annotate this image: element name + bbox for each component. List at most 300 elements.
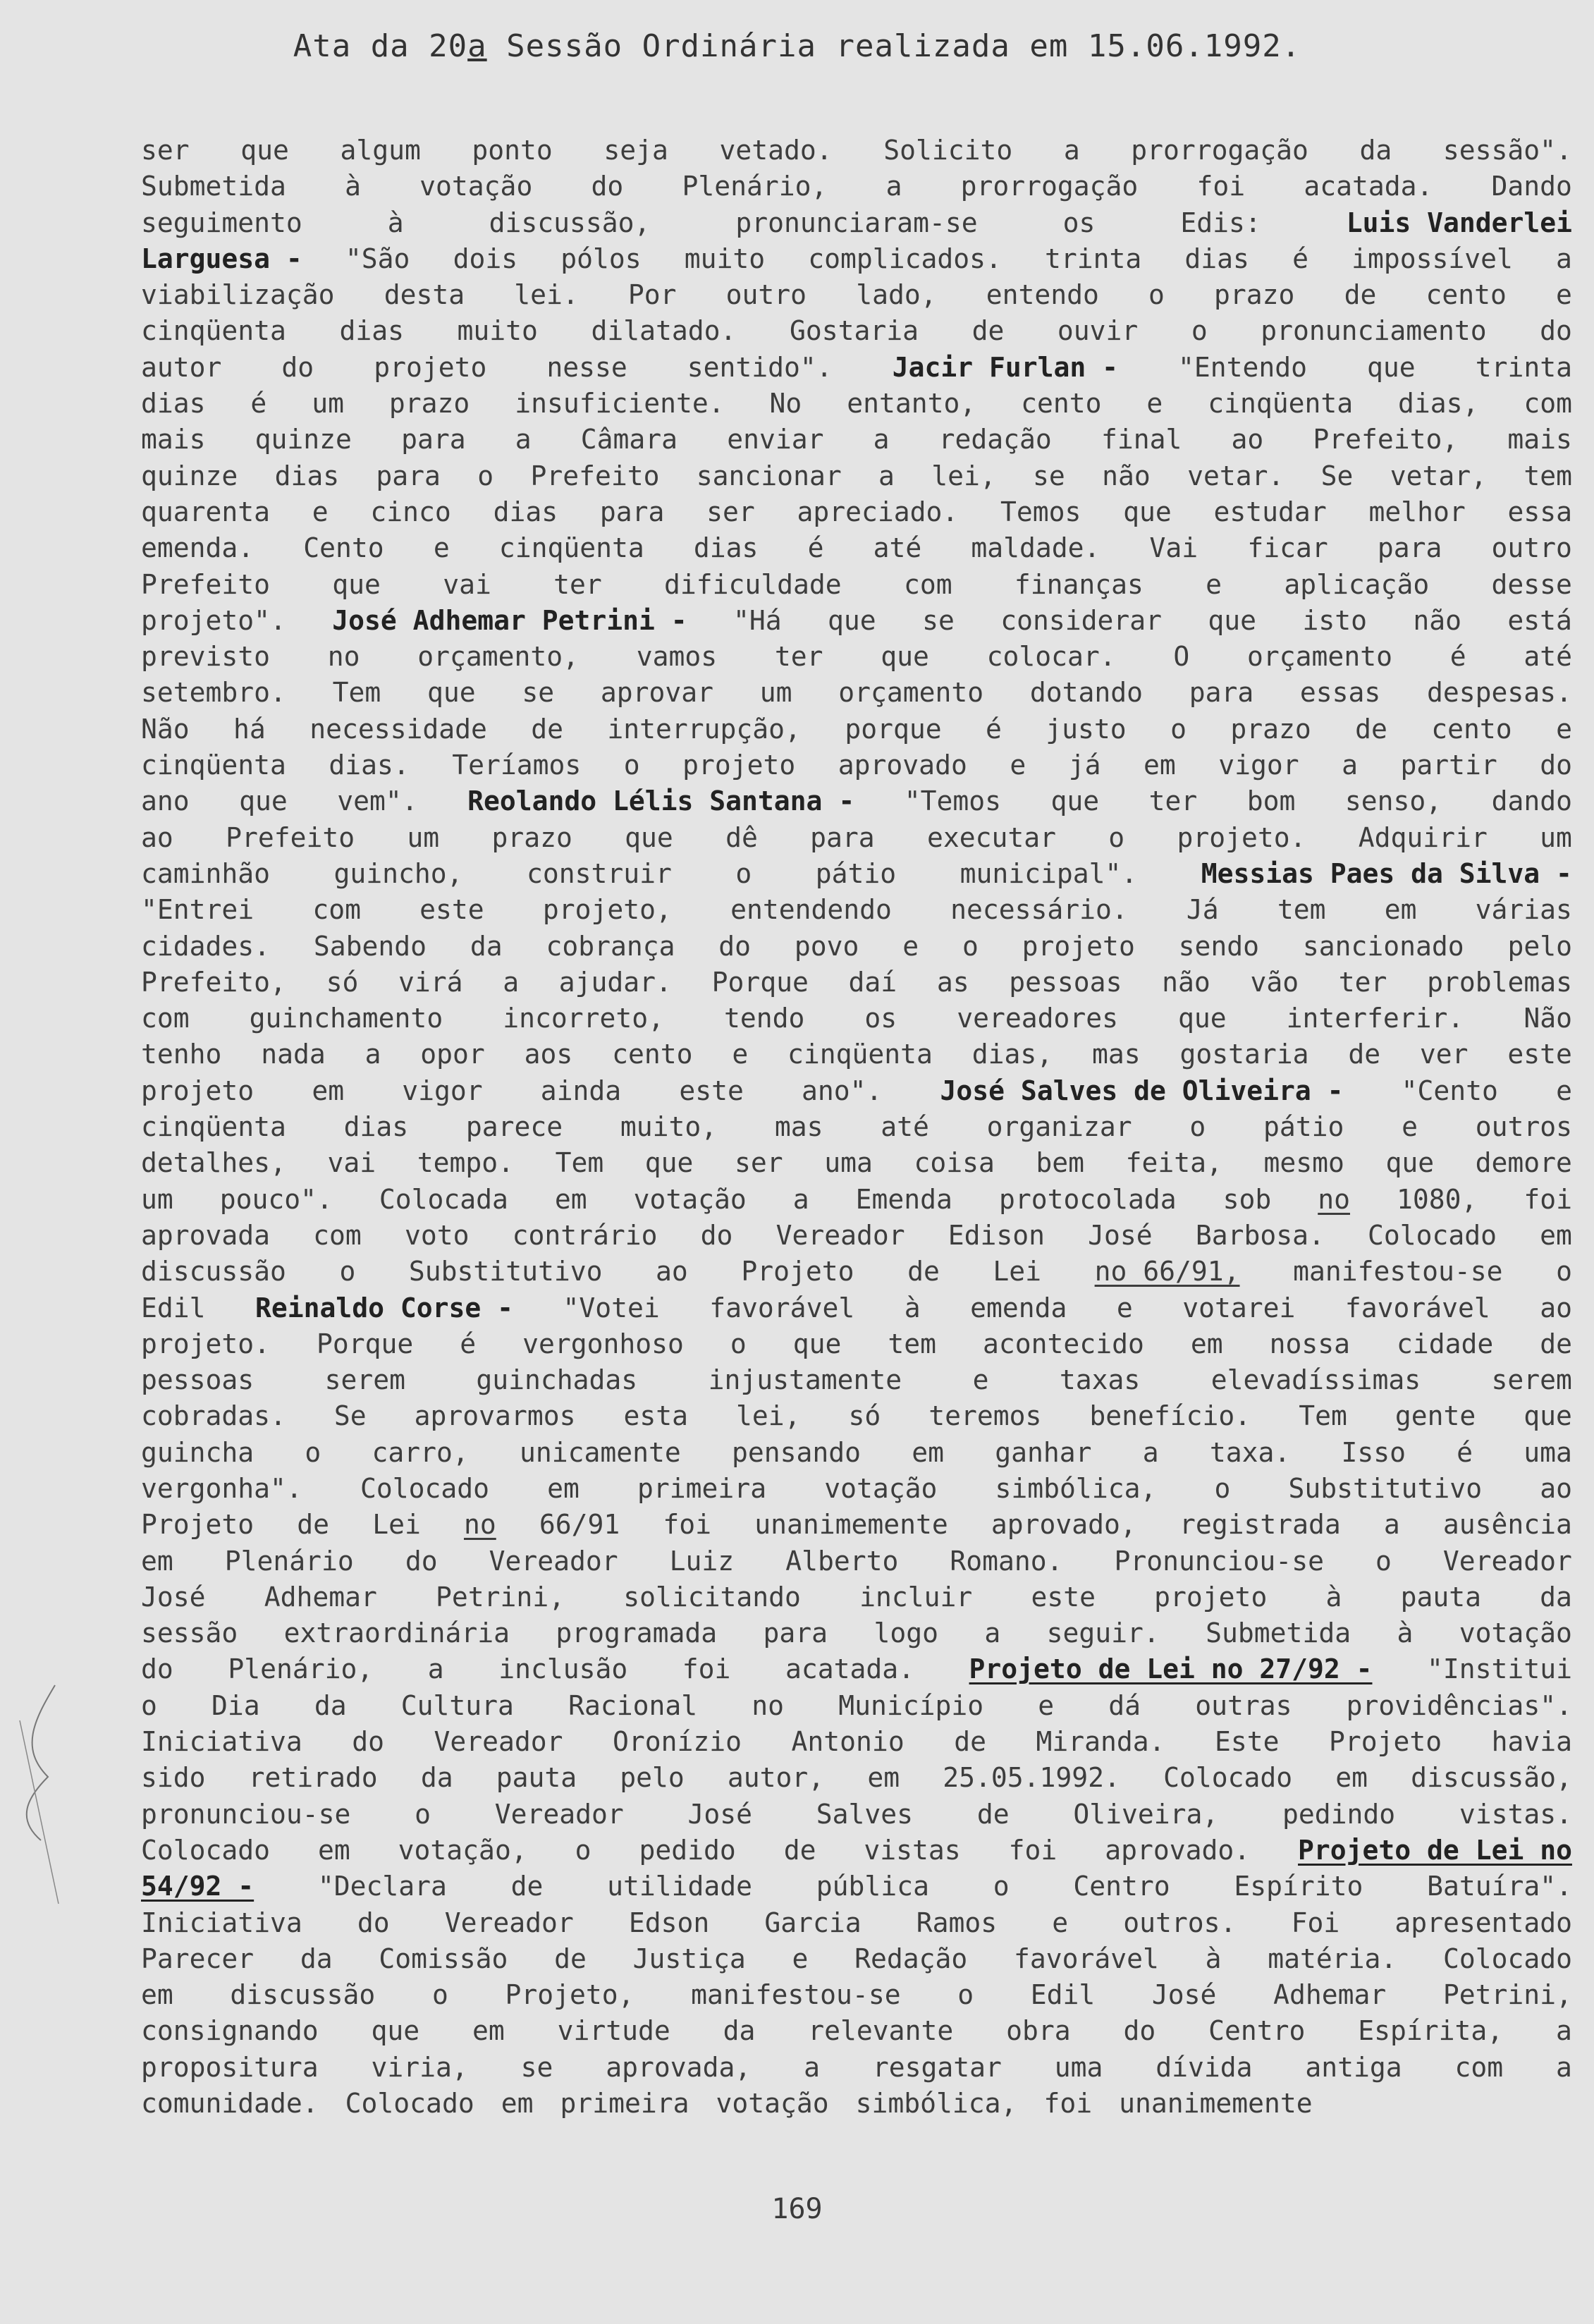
word: Porque (317, 1328, 414, 1359)
word: Luiz (669, 1545, 735, 1577)
word: prazo (1214, 279, 1295, 311)
word: Pronunciou-se (1114, 1545, 1324, 1577)
word: ponto (472, 135, 553, 166)
speaker-name: Projeto de Lei no (1298, 1834, 1572, 1866)
word: cinqüenta (787, 1039, 933, 1070)
word: o (1108, 821, 1125, 853)
word: "Entrei (141, 894, 255, 926)
word: vistas. (1459, 1798, 1572, 1830)
word: Substitutivo (408, 1256, 603, 1288)
word: "São (345, 243, 410, 274)
word: de (554, 1943, 587, 1974)
word: Projeto (141, 1509, 255, 1541)
word: dotando (1029, 677, 1143, 709)
word: tem (1524, 460, 1572, 491)
word: o (957, 1979, 974, 2011)
word: partir (1400, 750, 1497, 781)
word: pátio (1263, 1111, 1344, 1143)
word: Teríamos (452, 750, 582, 781)
title-suffix: Sessão Ordinária realizada em 15.06.1992. (486, 28, 1301, 64)
text-line (141, 929, 1572, 965)
word: dias. (329, 750, 410, 781)
word: Este (1214, 1726, 1280, 1758)
word: votação, (398, 1834, 527, 1866)
word: ao (141, 821, 173, 853)
word: discussão, (1411, 1762, 1572, 1794)
word: relevante (808, 2015, 954, 2047)
word: emenda. (141, 532, 255, 564)
text-line (141, 1182, 1572, 1218)
word: em (1143, 750, 1176, 781)
word: guincha (141, 1436, 255, 1468)
word: considerar (1000, 604, 1163, 636)
word: que (1123, 496, 1172, 527)
word: com (313, 1219, 362, 1251)
word: muito, (620, 1111, 718, 1143)
word: Batuíra". (1427, 1871, 1572, 1902)
word: sob (1222, 1183, 1272, 1215)
word: cento (1426, 279, 1507, 311)
word: cento (1021, 388, 1102, 420)
word: ter (553, 568, 602, 600)
word: foi (682, 1653, 731, 1685)
word: essas (1299, 677, 1381, 709)
word: bem (1036, 1147, 1085, 1179)
word: vigor (402, 1075, 483, 1106)
word: o (962, 930, 979, 962)
word: extraordinária (283, 1617, 510, 1649)
word: Adhemar (1273, 1979, 1387, 2011)
word: que (427, 677, 476, 709)
word: viria, (371, 2051, 468, 2083)
word: em (312, 1075, 345, 1106)
word: Câmara (580, 424, 678, 455)
speaker-name: 54/92 - (141, 1871, 255, 1902)
word: de (1540, 1328, 1572, 1359)
word: complicados. (808, 243, 1002, 274)
word: Dia (211, 1689, 260, 1721)
word: gente (1394, 1400, 1476, 1432)
word: aprovado (838, 750, 967, 781)
text-line (141, 1543, 1572, 1579)
text-line (141, 1724, 1572, 1760)
word: um (312, 388, 344, 420)
word: dias, (971, 1039, 1053, 1070)
word: Vereador (494, 1798, 624, 1830)
word: virtude (557, 2015, 670, 2047)
word: e (1556, 1075, 1572, 1106)
word: prazo (1230, 713, 1311, 745)
word: em (141, 1545, 173, 1577)
text-line (141, 1869, 1572, 1904)
word: bom (1246, 785, 1296, 817)
word: várias (1475, 894, 1572, 926)
word: dias, (1398, 388, 1479, 420)
word: Foi (1291, 1907, 1340, 1938)
speaker-name: José Adhemar Petrini - (332, 604, 687, 636)
word: para (810, 821, 875, 853)
word: ano (141, 785, 190, 817)
word: Se (333, 1400, 367, 1432)
word: do (591, 171, 624, 202)
word: para (401, 424, 466, 455)
word: Espírito (1234, 1871, 1363, 1902)
word: sessão (141, 1617, 238, 1649)
word: do (352, 1726, 385, 1758)
word: unanimemente (754, 1509, 948, 1541)
word: ter (1338, 966, 1387, 998)
word: à (1325, 1581, 1342, 1613)
word: Prefeito (226, 821, 355, 853)
word: aprovado, (991, 1509, 1136, 1541)
word: "Entendo (1178, 351, 1308, 383)
word: e (1556, 279, 1572, 311)
word: voto (404, 1219, 470, 1251)
word: ausência (1442, 1509, 1572, 1541)
word: ao (1540, 1292, 1572, 1323)
word: que (240, 135, 289, 166)
word: o (415, 1798, 431, 1830)
word: dá (1108, 1689, 1141, 1721)
title-ordinal: a (467, 28, 487, 64)
word: inclusão (498, 1653, 628, 1685)
word: pensando (731, 1436, 862, 1468)
word: vai (327, 1147, 376, 1179)
word: Colocado (1367, 1219, 1497, 1251)
word: retirado (248, 1762, 378, 1794)
word: pólos (560, 243, 642, 274)
word: Já (1186, 894, 1219, 926)
word: as (936, 966, 969, 998)
word: Ramos (916, 1907, 998, 1938)
word: de (510, 1871, 544, 1902)
word: registrada (1179, 1509, 1341, 1541)
word: seja (603, 135, 668, 166)
word: caminhão (141, 857, 271, 889)
word: isto (1302, 604, 1367, 636)
word: quarenta (141, 496, 271, 527)
word: desta (384, 279, 465, 311)
word: Prefeito (141, 568, 271, 600)
word: utilidade (607, 1871, 753, 1902)
word: dias (141, 388, 206, 420)
text-line (141, 1073, 1572, 1109)
word: cento (1431, 713, 1512, 745)
text-line (141, 1109, 1572, 1145)
word: sessão". (1442, 135, 1572, 166)
word: e (902, 930, 919, 962)
word: do (700, 1219, 733, 1251)
word: de (531, 713, 564, 745)
word: José (141, 1581, 206, 1613)
word: comunidade. (141, 2088, 319, 2120)
word: Submetida (141, 171, 286, 202)
word: para (599, 496, 665, 527)
word: vamos (636, 641, 718, 673)
text-line (141, 494, 1572, 530)
text-line (141, 458, 1572, 494)
word: em (554, 1183, 587, 1215)
word: protocolada (998, 1183, 1177, 1215)
word: daí (848, 966, 897, 998)
word: é (250, 388, 267, 420)
word: do (281, 351, 314, 383)
word: resgatar (872, 2051, 1002, 2083)
word: mas (774, 1111, 823, 1143)
word: só (326, 966, 359, 998)
word: discussão (141, 1256, 286, 1288)
text-line (141, 1326, 1572, 1362)
word: Colocado (141, 1834, 271, 1866)
word: apreciado. (797, 496, 959, 527)
word: lei. (514, 279, 579, 311)
word: construir (527, 857, 672, 889)
word: um (407, 821, 440, 853)
word: no 66/91, (1094, 1256, 1240, 1288)
text-line (141, 1797, 1572, 1833)
word: o (1170, 713, 1187, 745)
word: sido (141, 1762, 206, 1794)
word: projeto. (1177, 821, 1306, 853)
word: municipal". (960, 857, 1138, 889)
word: ouvir (1057, 315, 1139, 347)
word: em (867, 1762, 900, 1794)
word: no (752, 1689, 785, 1721)
word: em (472, 2015, 505, 2047)
word: e (1010, 750, 1026, 781)
text-line (141, 386, 1572, 422)
word: em (547, 1472, 580, 1504)
word: senso, (1344, 785, 1442, 817)
text-line (141, 1760, 1572, 1796)
word: o (575, 1834, 591, 1866)
word: do (141, 1653, 173, 1685)
word: e (1146, 388, 1163, 420)
word: "Há (733, 604, 782, 636)
text-line (141, 965, 1572, 1001)
word: foi (1524, 1183, 1572, 1215)
word: Adquirir (1358, 821, 1488, 853)
word: Justiça (632, 1943, 746, 1974)
word: tendo (724, 1003, 805, 1034)
word: necessário. (950, 894, 1128, 926)
word: Espírita, (1358, 2015, 1504, 2047)
word: acatada. (785, 1653, 914, 1685)
word: Oliveira, (1073, 1798, 1219, 1830)
word: trinta (1044, 243, 1142, 274)
word: em (141, 1979, 173, 2011)
word: de (954, 1726, 986, 1758)
word: Salves (816, 1798, 914, 1830)
word: vem". (337, 785, 418, 817)
text-line (141, 1688, 1572, 1724)
word: Comissão (379, 1943, 508, 1974)
word: aprovar (600, 677, 713, 709)
word: ano". (802, 1075, 883, 1106)
word: Não (1524, 1003, 1572, 1034)
word: Petrini, (1442, 1979, 1572, 2011)
word: setembro. (141, 677, 286, 709)
word: desse (1491, 568, 1572, 600)
word: do (718, 930, 752, 962)
word: mais (141, 424, 206, 455)
word: uma (1054, 2051, 1103, 2083)
word: votação (1459, 1617, 1572, 1649)
word: estudar (1213, 496, 1327, 527)
text-line (141, 1435, 1572, 1471)
word: primeira (637, 1472, 767, 1504)
word: prazo (388, 388, 470, 420)
word: nesse (546, 351, 627, 383)
word: entanto, (847, 388, 976, 420)
word: Por (627, 279, 677, 311)
word: do (1540, 750, 1572, 781)
word: acatada. (1304, 171, 1433, 202)
word: Gostaria (789, 315, 919, 347)
word: consignando (141, 2015, 319, 2047)
word: Vereador (434, 1726, 563, 1758)
word: e (1206, 568, 1222, 600)
word: com (903, 568, 952, 600)
text-line (141, 277, 1572, 313)
word: a (515, 424, 532, 455)
word: Iniciativa (141, 1907, 302, 1938)
word: cinqüenta (141, 750, 286, 781)
word: Município (838, 1689, 984, 1721)
word: Racional (568, 1689, 698, 1721)
word: quinze (141, 460, 238, 491)
word: e (312, 496, 329, 527)
word: Antonio (791, 1726, 905, 1758)
word: a (984, 1617, 1001, 1649)
text-line (141, 1145, 1572, 1181)
word: sendo (1178, 930, 1260, 962)
word: pelo (620, 1762, 685, 1794)
word: apresentado (1394, 1907, 1572, 1938)
word: antiga (1305, 2051, 1402, 2083)
word: aprovado. (1105, 1834, 1251, 1866)
word: que (239, 785, 288, 817)
word: outro (1491, 532, 1572, 564)
word: pauta (496, 1762, 577, 1794)
word: outros (1475, 1111, 1572, 1143)
word: ser (141, 135, 190, 166)
word: lei, (735, 1400, 801, 1432)
text-line (141, 603, 1572, 639)
word: Plenário (224, 1545, 354, 1577)
word: pronunciamento (1261, 315, 1487, 347)
text-line (141, 783, 1572, 819)
word: e (1556, 713, 1572, 745)
speaker-name: Reolando Lélis Santana - (467, 785, 855, 817)
word: "Temos (904, 785, 1001, 817)
text-line (141, 1977, 1572, 2013)
word: favorável (709, 1292, 855, 1323)
word: incluir (859, 1581, 973, 1613)
word: redação (938, 424, 1052, 455)
word: que (1385, 1147, 1435, 1179)
word: o (993, 1871, 1010, 1902)
word: gostaria (1179, 1039, 1309, 1070)
word: outras (1195, 1689, 1292, 1721)
word: projeto (1022, 930, 1135, 962)
word: demore (1475, 1147, 1572, 1179)
word: virá (398, 966, 463, 998)
text-line (141, 747, 1572, 783)
speaker-name: Projeto de Lei no 27/92 - (969, 1653, 1373, 1685)
word: o (1191, 315, 1208, 347)
word: lado, (856, 279, 937, 311)
word: e (1052, 1907, 1069, 1938)
text-line (141, 1254, 1572, 1290)
word: à (1205, 1943, 1222, 1974)
word: viabilização (141, 279, 335, 311)
word: Miranda. (1036, 1726, 1165, 1758)
word: que (1208, 604, 1257, 636)
word: até (881, 1111, 929, 1143)
word: sentido". (687, 351, 833, 383)
word: ao (1540, 1472, 1572, 1504)
word: vetado. (719, 135, 833, 166)
word: Dando (1491, 171, 1572, 202)
text-line (141, 856, 1572, 892)
word: Redação (854, 1943, 968, 1974)
word: Isso (1341, 1436, 1406, 1468)
word: outro (725, 279, 807, 311)
word: em (912, 1436, 944, 1468)
word: a (878, 460, 895, 491)
word: no (1318, 1183, 1350, 1215)
word: o (339, 1256, 356, 1288)
word: Projeto (741, 1256, 854, 1288)
word: Colocado (345, 2088, 474, 2120)
word: emenda (970, 1292, 1067, 1323)
word: Edis: (1180, 207, 1261, 238)
word: Edil (1030, 1979, 1096, 2011)
word: o (1214, 1472, 1231, 1504)
text-line (141, 1507, 1572, 1543)
word: injustamente (708, 1364, 902, 1396)
word: pessoas (1009, 966, 1122, 998)
word: essa (1507, 496, 1572, 527)
word: para (1189, 677, 1254, 709)
word: prorrogação (1131, 135, 1308, 166)
word: ajudar. (558, 966, 672, 998)
word: ser (706, 496, 755, 527)
page-number: 169 (771, 2193, 823, 2225)
word: da (723, 2015, 756, 2047)
word: coisa (914, 1147, 995, 1179)
text-line (141, 1398, 1572, 1434)
word: dias (693, 532, 759, 564)
word: é (807, 532, 824, 564)
word: cinqüenta (141, 315, 286, 347)
word: Vereador (489, 1545, 618, 1577)
word: à (345, 171, 361, 202)
word: obra (1006, 2015, 1071, 2047)
word: autor, (727, 1762, 825, 1794)
word: aos (524, 1039, 573, 1070)
word: em (1540, 1219, 1572, 1251)
word: Vai (1149, 532, 1198, 564)
word: prazo (491, 821, 572, 853)
word: se (1033, 460, 1065, 491)
word: até (1524, 641, 1572, 673)
word: ser (735, 1147, 783, 1179)
word: manifestou-se (1293, 1256, 1503, 1288)
word: muito (457, 315, 538, 347)
speaker-name: Luis Vanderlei (1346, 207, 1572, 238)
